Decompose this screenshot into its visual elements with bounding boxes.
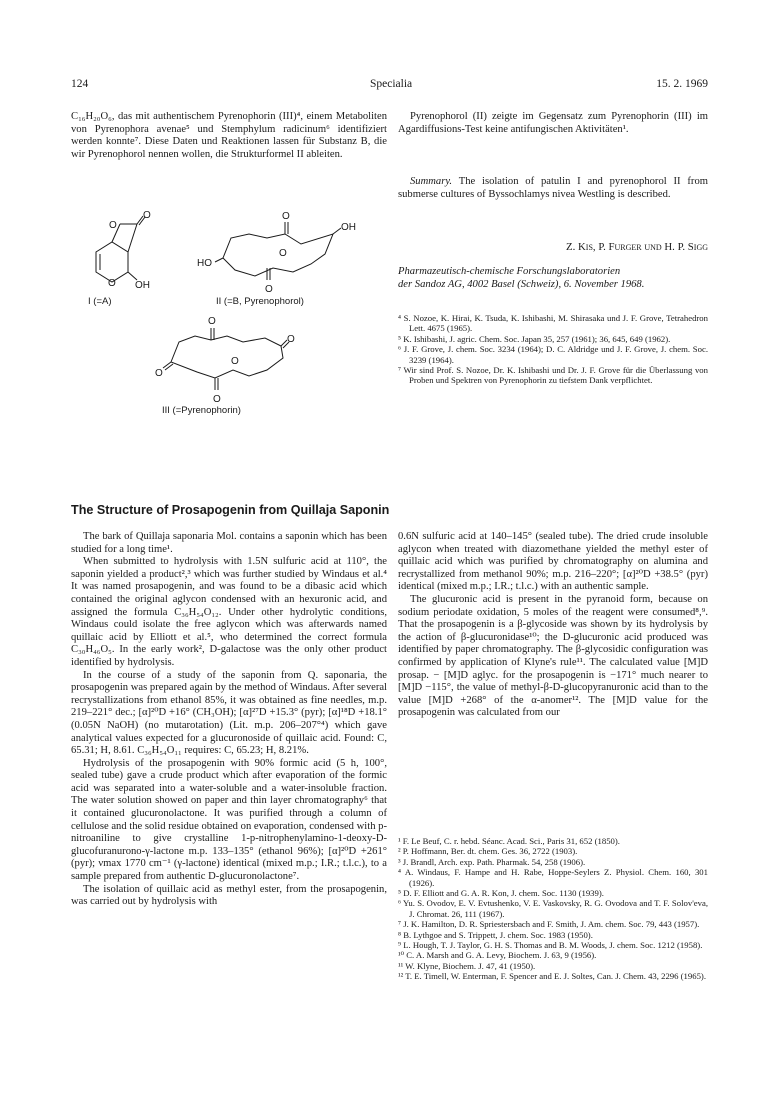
structure-III-carbonyl-oxygen-top: O (208, 316, 216, 327)
left-paragraph: When submitted to hydrolysis with 1.5N sulfuric acid at 110°, the saponin yielded a product²,³ which was further studied by Windaus et al.⁴ It was named prosapogenin, and was found to be a dibasic acid which contained the original aglycon condensed with an hexuronic acid, and assigned the formula C₃₆H₅₄O₁₂. Under other hydrolytic conditions, Windaus could isolate the free aglycon which was afterwards named quillaic acid by Elliott et al.⁵, who determined the correct formula C₃₀H₄₆O₅. In the early work², D-galactose was the only other product identified by hydrolysis. (71, 556, 387, 668)
article2-title: The Structure of Prosapogenin from Quillaja Saponin (71, 503, 390, 517)
structure-I-carbonyl-oxygen: O (143, 210, 151, 221)
structure-I-pyran-oxygen: O (108, 278, 116, 289)
article2-left-column (71, 531, 387, 909)
footnote-6: ⁶ Yu. S. Ovodov, E. V. Evtushenko, V. E. Vaskovsky, R. G. Ovodova and T. F. Solov'eva, J. Chromat. 26, 111 (1967). (398, 898, 708, 919)
structure-III-carbonyl-oxygen-bottom: O (213, 394, 221, 405)
caption-structure-I: I (=A) (88, 296, 112, 307)
structure-II-ring-oxygen: O (279, 248, 287, 259)
issue-date: 15. 2. 1969 (656, 78, 708, 90)
structure-II-carbonyl-oxygen-bottom: O (265, 284, 273, 295)
left-paragraph: In the course of a study of the saponin from Q. saponaria, the prosapogenin was prepared again by the method of Windaus. After several recrystallizations from ethanol 85%, it was obtained as fine needles, m.p. 219–221° dec.; [α]²⁰D +16° (CH₃OH); [α]²⁷D +15.3° (pyr); [α]¹⁸D +18.1° (0.05N NaOH) (no mutarotation) (Lit. m.p. 206–207°⁴) which gave analytical values expected for a glucuronoside of quillaic acid. Found: C, 65.31; H, 8.61. C₃₆H₅₄O₁₁ requires: C, 65.23; H, 8.21%. (71, 669, 387, 757)
structure-I-ring-oxygen: O (109, 220, 117, 231)
journal-name: Specialia (370, 78, 413, 90)
structure-II-hydroxyl-left: HO (197, 258, 212, 269)
footnote-7: ⁷ J. K. Hamilton, D. R. Spriestersbach and F. Smith, J. Am. chem. Soc. 79, 443 (1957). (398, 919, 700, 930)
footnote-5: ⁵ D. F. Elliott and G. A. R. Kon, J. chem. Soc. 1130 (1939). (398, 888, 604, 899)
footnote-2: ² P. Hoffmann, Ber. dt. chem. Ges. 36, 2722 (1903). (398, 846, 578, 857)
summary-text: The isolation of patulin I and pyrenophorol II from submerse cultures of Byssochlamys nivea Westling is described. (398, 176, 708, 200)
article1-summary (398, 176, 708, 201)
footnote-4: ⁴ A. Windaus, F. Hampe and H. Rabe, Hoppe-Seylers Z. Physiol. Chem. 160, 301 (1926). (398, 867, 708, 888)
footnote-9: ⁹ L. Hough, T. J. Taylor, G. H. S. Thomas and B. M. Woods, J. chem. Soc. 1212 (1958). (398, 940, 703, 951)
footnote-1: ¹ F. Le Beuf, C. r. hebd. Séanc. Acad. Sci., Paris 31, 652 (1850). (398, 836, 620, 846)
article1-authors: Z. Kis, P. Furger und H. P. Sigg (566, 241, 708, 253)
footnote-7: ⁷ Wir sind Prof. S. Nozoe, Dr. K. Ishibashi und Dr. J. F. Grove für die Überlassung von Proben und Spektren von Pyrenophorin zu tiefstem Dank verpflichtet. (398, 365, 708, 386)
page-number: 124 (71, 78, 89, 90)
structure-III (155, 316, 295, 405)
structure-II-hydroxyl: OH (341, 222, 356, 233)
article2-right-column (398, 531, 708, 720)
caption-structure-III: III (=Pyrenophorin) (162, 405, 241, 416)
structure-III-ring-oxygen: O (231, 356, 239, 367)
article1-affiliation-2: der Sandoz AG, 4002 Basel (Schweiz), 6. November 1968. (398, 279, 645, 290)
article1-right-text: Pyrenophorol (II) zeigte im Gegensatz zum Pyrenophorin (III) im Agardiffusions-Test keine antifungischen Aktivitäten¹. (398, 111, 708, 135)
left-paragraph: The isolation of quillaic acid as methyl ester, from the prosapogenin, was carried out by hydrolysis with (71, 883, 387, 908)
footnote-8: ⁸ B. Lythgoe and S. Trippett, J. chem. Soc. 1983 (1950). (398, 929, 593, 940)
footnote-6: ⁶ J. F. Grove, J. chem. Soc. 3234 (1964); D. C. Aldridge und J. F. Grove, J. chem. Soc. 3239 (1964). (398, 344, 708, 365)
caption-structure-II: II (=B, Pyrenophorol) (216, 296, 304, 307)
structure-II (197, 211, 356, 295)
structure-III-ketone-right: O (287, 334, 295, 345)
footnote-11: ¹¹ W. Klyne, Biochem. J. 47, 41 (1950). (398, 960, 536, 971)
right-paragraph: 0.6N sulfuric acid at 140–145° (sealed tube). The dried crude insoluble aglycon when treated with diazomethane yielded the methyl ester of quillaic acid which was purified by chromatography on alumina and recrystallized from methanol 90%; m.p. 216–220°; [α]²⁰D +38.5° (pyr) identical (mixed m.p.; I.R.; t.l.c.) with an authentic sample. (398, 531, 708, 593)
structure-II-carbonyl-oxygen-top: O (282, 211, 290, 222)
structure-I (96, 210, 151, 291)
footnote-12: ¹² T. E. Timell, W. Enterman, F. Spencer and E. J. Soltes, Can. J. Chem. 43, 2296 (1965). (398, 971, 706, 982)
article1-footnotes (398, 313, 708, 386)
right-paragraph: The glucuronic acid is present in the pyranoid form, because on sodium periodate oxidation, 5 moles of the reagent were consumed⁸,⁹. That the prosapogenin is a β-glycoside was shown by its hydrolysis by the action of β-glucuronidase¹⁰; the D-glucuronic acid produced was identified by paper chromatography. The β-glycosidic configuration was confirmed by application of Klyne's rule¹¹. The calculated value [M]D prosap. − [M]D aglyc. for the prosapogenin is −171° much nearer to [M]D −115°, the value of methyl-β-D-glucopyranuronic acid than to the value [M]D +268° of the α-anomer¹². The [M]D value for the prosapogenin was calculated from our (398, 593, 708, 719)
footnote-10: ¹⁰ C. A. Marsh and G. A. Levy, Biochem. J. 63, 9 (1956). (398, 950, 597, 961)
structure-I-hydroxyl: OH (135, 280, 150, 291)
left-paragraph: Hydrolysis of the prosapogenin with 90% formic acid (5 h, 100°, sealed tube) gave a crude product which after evaporation of the formic acid was separated into a water-soluble and a water-insoluble fraction. The water solution showed on paper and thin layer chromatography⁶ that it contained glucuronolactone. It was purified through a column of cellulose and the solid residue obtained on evaporation, condensed with p-nitroaniline to give crystalline 1-p-nitrophenylamino-1-deoxy-D-glucofuranurono-γ-lactone m.p. 133–135° (ethanol 96%); [α]²⁰D +261° (pyr); νmax 1770 cm⁻¹ (γ-lactone) identical (mixed m.p.; I.R.; t.l.c.), to a sample prepared from authentic D-glucuronolactone⁷. (71, 757, 387, 883)
chemical-structures (71, 200, 401, 420)
footnote-3: ³ J. Brandl, Arch. exp. Path. Pharmak. 54, 258 (1906). (398, 856, 586, 867)
summary-label: Summary. (410, 176, 453, 187)
article1-left-text: C₁₆H₂₀O₆, das mit authentischem Pyrenophorin (III)⁴, einem Metaboliten von Pyrenophora avenae⁵ und Stemphylum radicinum⁶ identifiziert werden konnte⁷. Diese Daten und Reaktionen lassen für Substanz B, die wir Pyrenophorol nennen wollen, die Strukturformel II ableiten. (71, 111, 387, 160)
structure-III-ketone-left: O (155, 368, 163, 379)
article1-affiliation-1: Pharmazeutisch-chemische Forschungslaboratorien (398, 266, 621, 277)
left-paragraph: The bark of Quillaja saponaria Mol. contains a saponin which has been studied for a long time¹. (71, 531, 387, 555)
footnote-5: ⁵ K. Ishibashi, J. agric. Chem. Soc. Japan 35, 257 (1961); 36, 645, 649 (1962). (398, 333, 671, 344)
article2-footnotes (398, 836, 708, 982)
footnote-4: ⁴ S. Nozoe, K. Hirai, K. Tsuda, K. Ishibashi, M. Shirasaka und J. F. Grove, Tetrahedron Lett. 4675 (1965). (398, 313, 708, 334)
